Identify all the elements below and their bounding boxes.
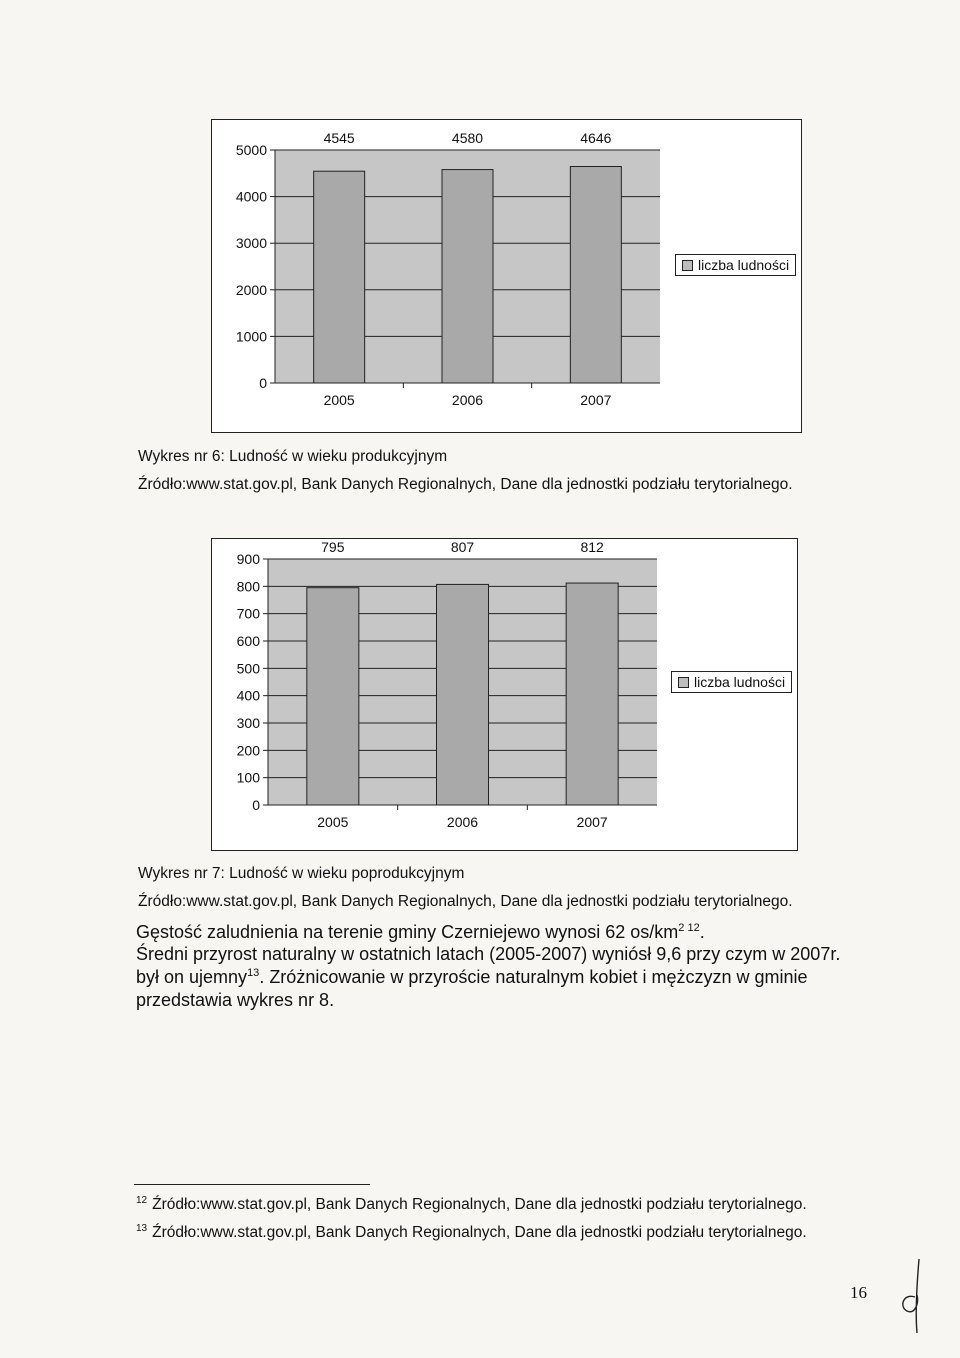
x-tick-label: 2006 — [446, 814, 479, 830]
y-tick-label: 100 — [236, 769, 260, 786]
y-tick-label: 200 — [236, 742, 260, 759]
footnote-12: $^{12}$ Źródło:www.stat.gov.pl, Bank Danych Regionalnych, Dane dla jednostki podziału terytorialnego. — [136, 1194, 807, 1213]
chart-plot — [212, 539, 797, 850]
paragraph-line-4: przedstawia wykres nr 8. — [136, 990, 335, 1010]
x-tick-label: 2005 — [317, 814, 349, 830]
chart-ludnosc-produkcyjna — [211, 119, 802, 433]
data-label: 4580 — [451, 130, 484, 146]
chart1-source: Źródło:www.stat.gov.pl, Bank Danych Regionalnych, Dane dla jednostki podziału terytorialnego. — [138, 476, 793, 493]
y-tick-label: 0 — [252, 797, 260, 813]
chart-plot — [212, 120, 801, 432]
chart1-caption: Wykres nr 6: Ludność w wieku produkcyjnym — [138, 448, 448, 465]
footnote-separator — [134, 1184, 370, 1185]
chart-legend — [671, 671, 792, 693]
data-label: 812 — [580, 539, 604, 555]
bar — [314, 171, 365, 383]
bar — [442, 170, 493, 383]
bar — [307, 588, 359, 805]
paragraph-line-2: Średni przyrost naturalny w ostatnich latach (2005-2007) wyniósł 9,6 przy czym w 2007r. — [136, 944, 841, 964]
footnote-13: $^{13}$ Źródło:www.stat.gov.pl, Bank Danych Regionalnych, Dane dla jednostki podziału terytorialnego. — [136, 1222, 807, 1241]
y-tick-label: 400 — [236, 687, 260, 704]
y-tick-label: 300 — [236, 715, 260, 731]
y-tick-label: 4000 — [235, 188, 267, 205]
y-tick-label: 500 — [236, 660, 260, 677]
chart2-caption: Wykres nr 7: Ludność w wieku poprodukcyjnym — [138, 865, 465, 882]
chart-ludnosc-poprodukcyjna — [211, 538, 798, 851]
data-label: 4646 — [580, 130, 612, 146]
x-tick-label: 2005 — [323, 392, 355, 408]
x-tick-label: 2007 — [580, 392, 612, 408]
y-tick-label: 900 — [236, 551, 260, 567]
bar — [570, 166, 621, 383]
paragraph-line-3: był on ujemny$^{13}$. Zróżnicowanie w przyroście naturalnym kobiet i mężczyzn w gminie — [136, 967, 808, 987]
chart-legend — [675, 254, 796, 276]
bar — [437, 584, 489, 805]
handwritten-signature — [893, 1255, 933, 1335]
y-tick-label: 2000 — [235, 281, 267, 298]
y-tick-label: 5000 — [235, 142, 267, 158]
legend-swatch — [678, 677, 689, 688]
data-label: 795 — [321, 539, 345, 555]
bar — [566, 583, 618, 805]
x-tick-label: 2006 — [451, 392, 484, 408]
paragraph-line-1: Gęstość zaludnienia na terenie gminy Czerniejewo wynosi 62 $os/km^{2 12}$. — [136, 922, 705, 942]
legend-label: liczba ludności — [694, 674, 786, 690]
y-tick-label: 700 — [236, 605, 260, 622]
page-number: 16 — [850, 1283, 867, 1302]
y-tick-label: 800 — [236, 578, 260, 595]
y-tick-label: 600 — [236, 633, 260, 649]
y-tick-label: 1000 — [235, 328, 267, 345]
legend-label: liczba ludności — [698, 257, 790, 273]
y-tick-label: 0 — [259, 375, 267, 391]
legend-swatch — [682, 260, 693, 271]
y-tick-label: 3000 — [235, 235, 267, 252]
chart2-source: Źródło:www.stat.gov.pl, Bank Danych Regionalnych, Dane dla jednostki podziału terytorialnego. — [138, 893, 793, 910]
data-label: 4545 — [323, 130, 355, 146]
data-label: 807 — [450, 539, 475, 555]
x-tick-label: 2007 — [576, 814, 608, 830]
